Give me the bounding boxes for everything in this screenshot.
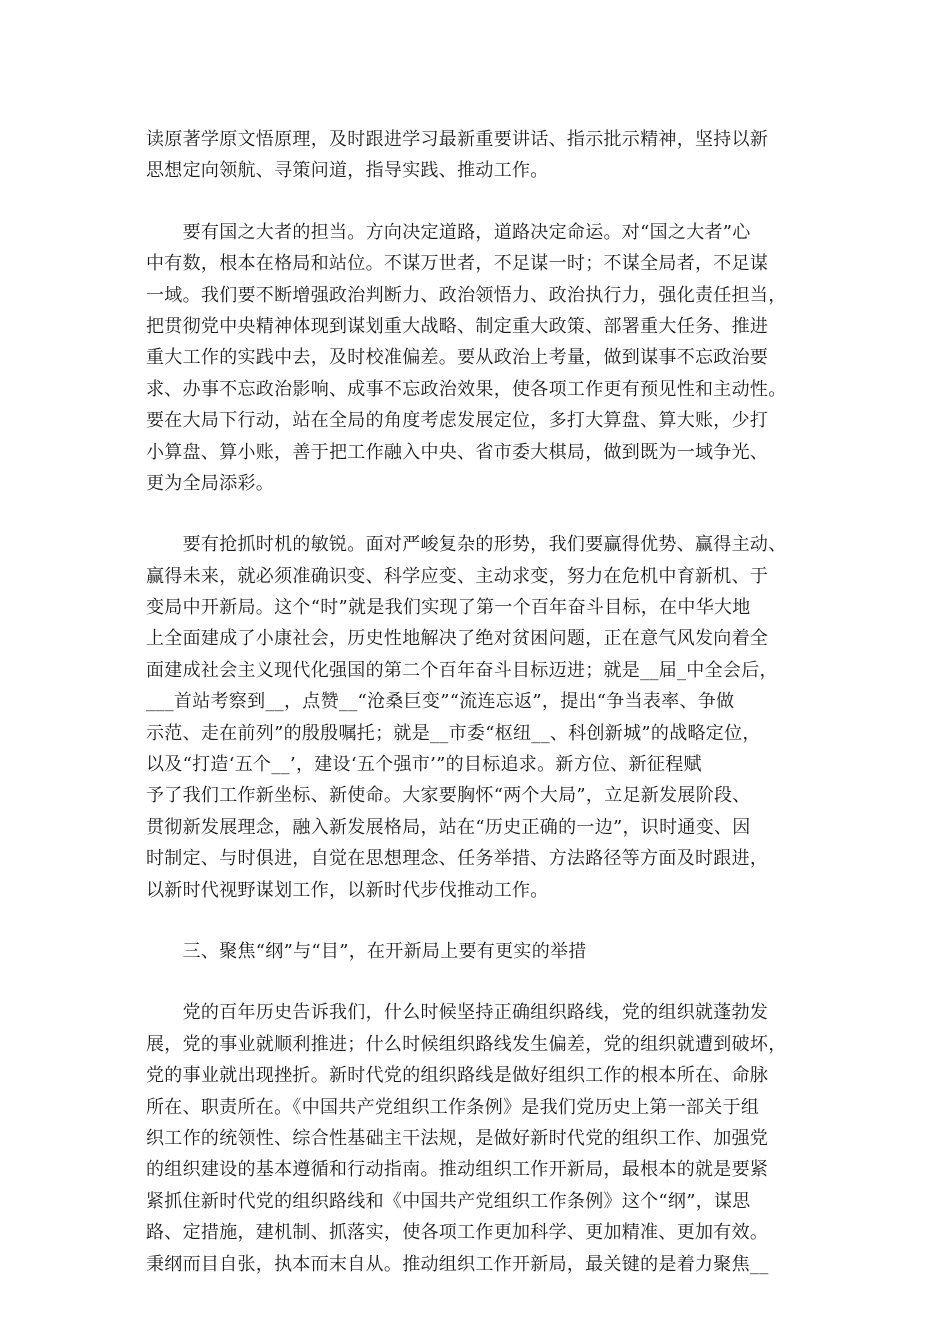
text-line: 路、定措施，建机制、抓落实，使各项工作更加科学、更加精准、更加有效。 xyxy=(146,1222,769,1244)
text-line: ___首站考察到__，点赞__“沧桑巨变”“流连忘返”，提出“争当表率、争做 xyxy=(146,691,735,713)
text-line: 党的百年历史告诉我们，什么时候坚持正确组织路线，党的组织就蓬勃发 xyxy=(146,1002,769,1024)
text-line: 贯彻新发展理念，融入新发展格局，站在“历史正确的一边”，识时通变、因 xyxy=(146,816,751,838)
text-line: 织工作的统领性、综合性基础主干法规，是做好新时代党的组织工作、加强党 xyxy=(146,1127,769,1149)
text-line: 变局中开新局。这个“时”就是我们实现了第一个百年奋斗目标，在中华大地 xyxy=(146,597,751,619)
text-line: 上全面建成了小康社会，历史性地解决了绝对贫困问题，正在意气风发向着全 xyxy=(146,628,769,650)
text-line: 要在大局下行动，站在全局的角度考虑发展定位，多打大算盘、算大账，少打 xyxy=(146,410,769,432)
text-line: 小算盘、算小账，善于把工作融入中央、省市委大棋局，做到既为一域争光、 xyxy=(146,441,769,463)
text-line: 时制定、与时俱进，自觉在思想理念、任务举措、方法路径等方面及时跟进， xyxy=(146,848,769,870)
paragraph-3 xyxy=(146,529,806,906)
paragraph-1 xyxy=(146,124,806,187)
heading-line: 三、聚焦“纲”与“目”，在开新局上要有更实的举措 xyxy=(146,940,587,962)
text-line: 秉纲而目自张，执本而末自从。推动组织工作开新局，最关键的是着力聚焦__ xyxy=(146,1253,769,1275)
text-line: 面建成社会主义现代化强国的第二个百年奋斗目标迈进；就是__届_中全会后， xyxy=(146,659,778,681)
text-line: 思想定向领航、寻策问道，指导实践、推动工作。 xyxy=(146,160,549,182)
text-line: 紧抓住新时代党的组织路线和《中国共产党组织工作条例》这个“纲”，谋思 xyxy=(146,1190,751,1212)
section-heading xyxy=(146,936,806,967)
text-line: 的组织建设的基本遵循和行动指南。推动组织工作开新局，最根本的就是要紧 xyxy=(146,1159,769,1181)
text-line: 以新时代视野谋划工作，以新时代步伐推动工作。 xyxy=(146,879,549,901)
text-line: 读原著学原文悟原理，及时跟进学习最新重要讲话、指示批示精神，坚持以新 xyxy=(146,129,769,150)
text-line: 求、办事不忘政治影响、成事不忘政治效果，使各项工作更有预见性和主动性。 xyxy=(146,378,787,400)
text-line: 所在、职责所在。《中国共产党组织工作条例》是我们党历史上第一部关于组 xyxy=(146,1096,760,1118)
text-line: 党的事业就出现挫折。新时代党的组织路线是做好组织工作的根本所在、命脉 xyxy=(146,1065,769,1087)
text-line: 要有抢抓时机的敏锐。面对严峻复杂的形势，我们要赢得优势、赢得主动、 xyxy=(146,534,787,556)
text-line: 把贯彻党中央精神体现到谋划重大战略、制定重大政策、部署重大任务、推进 xyxy=(146,315,769,337)
text-line: 以及“打造‘五个__’，建设‘五个强市’”的目标追求。新方位、新征程赋 xyxy=(146,754,702,776)
text-line: 展，党的事业就顺利推进；什么时候组织路线发生偏差，党的组织就遭到破坏， xyxy=(146,1033,787,1055)
text-line: 重大工作的实践中去，及时校准偏差。要从政治上考量，做到谋事不忘政治要 xyxy=(146,347,769,369)
document-body xyxy=(146,124,806,1310)
text-line: 更为全局添彩。 xyxy=(146,472,275,494)
text-line: 赢得未来，就必须准确识变、科学应变、主动求变，努力在危机中育新机、于 xyxy=(146,565,769,587)
paragraph-4 xyxy=(146,997,806,1280)
text-line: 示范、走在前列”的殷殷嘱托；就是__市委“枢纽__、科创新城”的战略定位， xyxy=(146,722,761,744)
paragraph-2 xyxy=(146,217,806,500)
text-line: 要有国之大者的担当。方向决定道路，道路决定命运。对“国之大者”心 xyxy=(146,221,751,243)
text-line: 一域。我们要不断增强政治判断力、政治领悟力、政治执行力，强化责任担当， xyxy=(146,284,787,306)
text-line: 予了我们工作新坐标、新使命。大家要胸怀“两个大局”，立足新发展阶段、 xyxy=(146,785,751,807)
text-line: 中有数，根本在格局和站位。不谋万世者，不足谋一时；不谋全局者，不足谋 xyxy=(146,253,769,275)
